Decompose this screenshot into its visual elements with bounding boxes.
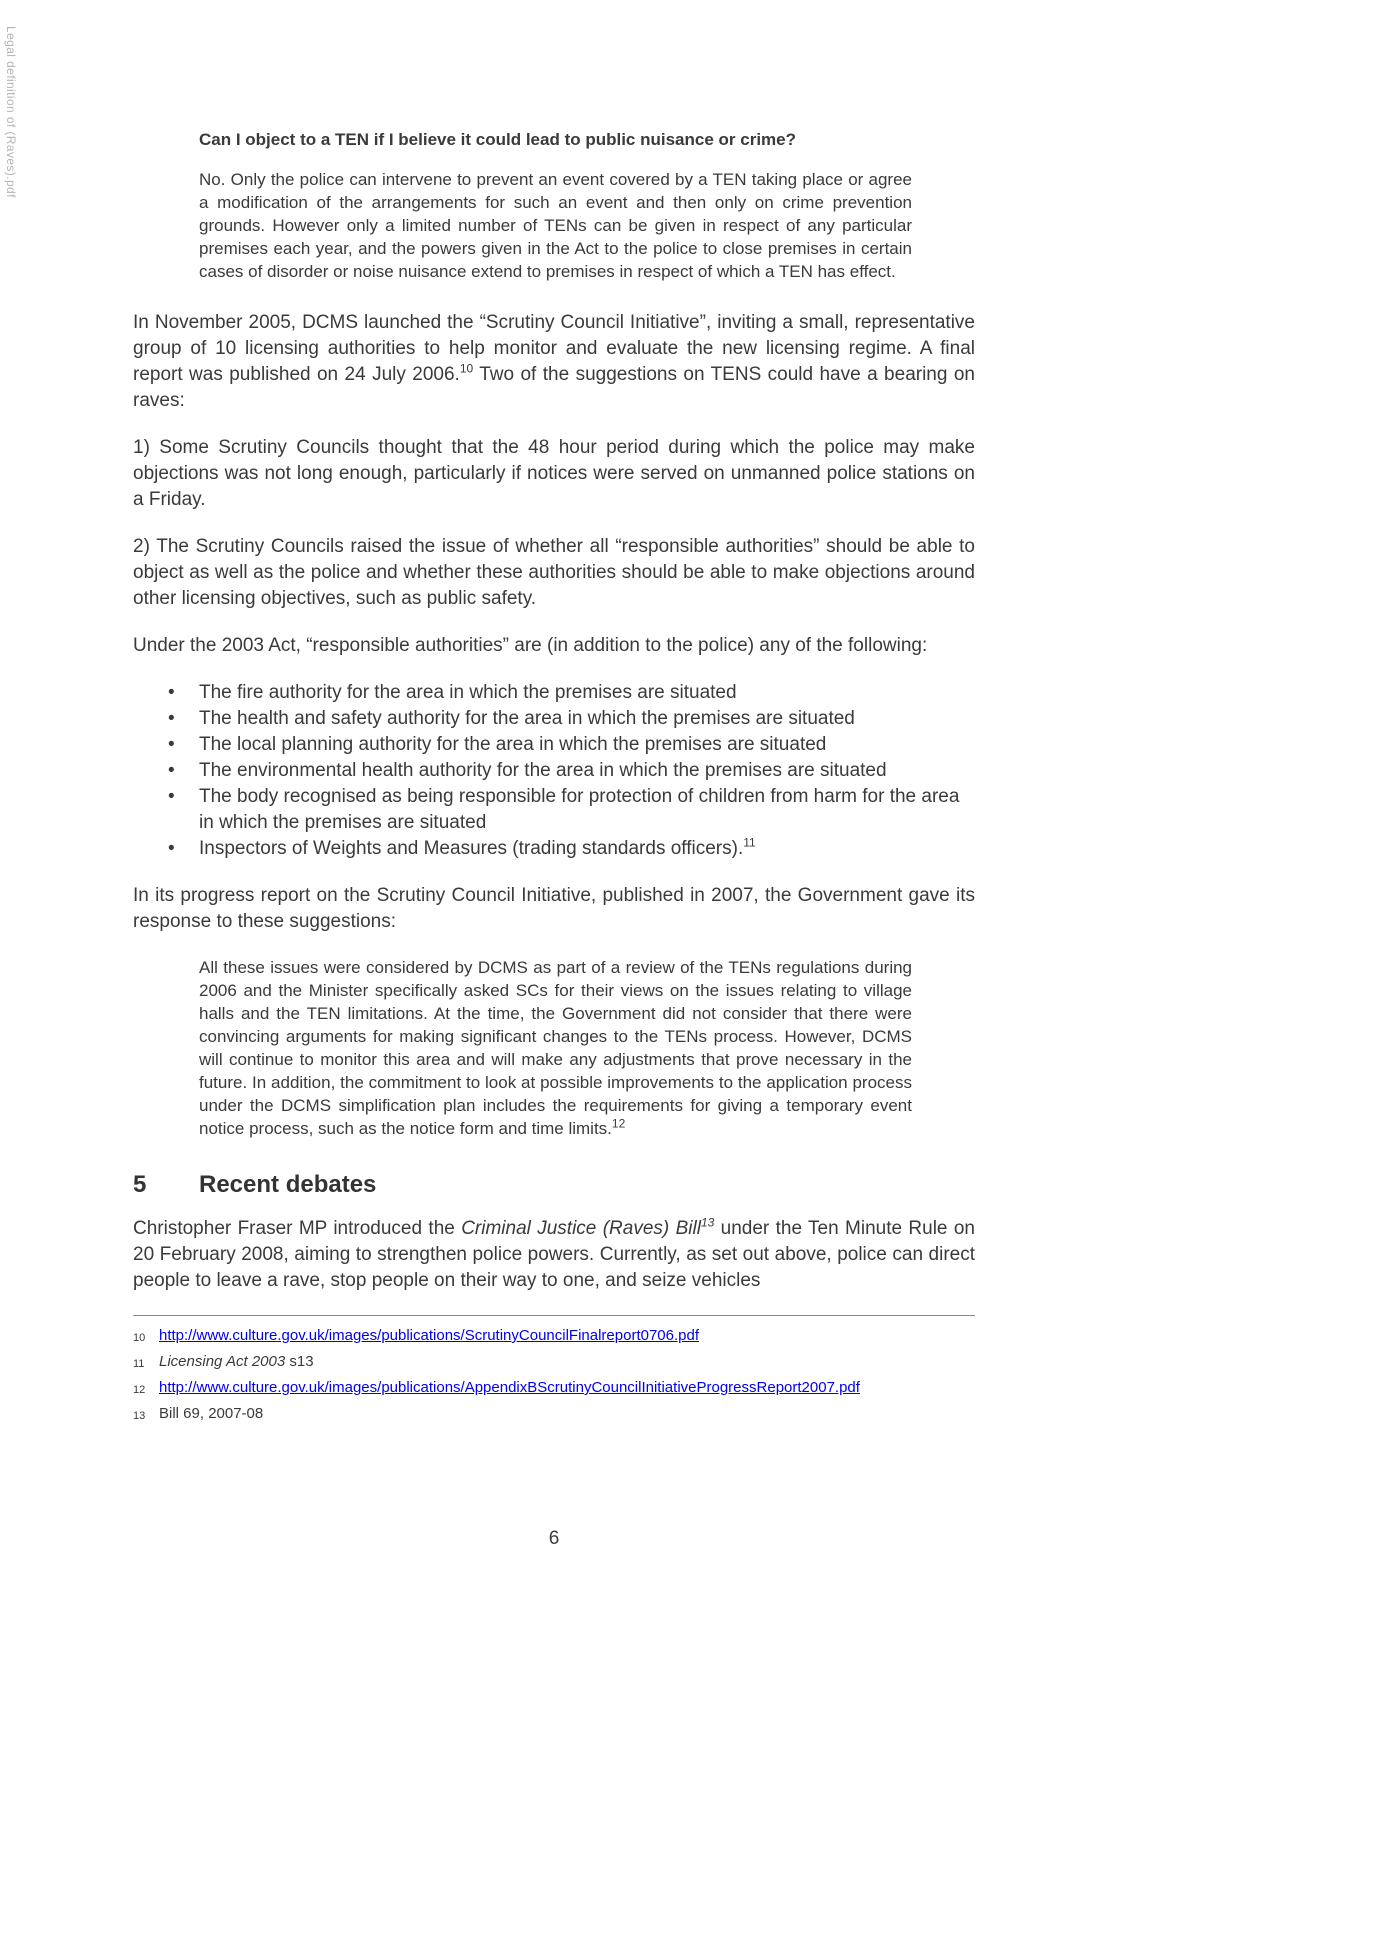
footnotes-section <box>133 1315 975 1428</box>
progress-report-quote <box>199 956 912 1140</box>
quote-body <box>199 956 912 1140</box>
paragraph-scrutiny-intro <box>133 310 975 414</box>
footnote-text <box>159 1402 263 1428</box>
footnote-ref-12: 12 <box>611 1116 626 1131</box>
paragraph-responsible-authorities-intro: Under the 2003 Act, “responsible authorities” are (in addition to the police) any of the following: <box>133 635 928 656</box>
bill-title: Criminal Justice (Raves) Bill <box>461 1218 701 1239</box>
paragraph-text: Christopher Fraser MP introduced the <box>133 1218 462 1239</box>
section-number: 5 <box>133 1171 147 1198</box>
footnote-plain-text: Bill 69, 2007-08 <box>159 1405 264 1422</box>
footnote-ref-10: 10 <box>459 361 474 376</box>
footnote-plain-text: s13 <box>285 1353 314 1370</box>
footnote-link[interactable]: http://www.culture.gov.uk/images/publications/AppendixBScrutinyCouncilInitiativeProgressReport2007.pdf <box>159 1379 860 1396</box>
list-item: • The health and safety authority for the area in which the premises are situated <box>199 706 975 732</box>
paragraph-progress-report-intro: In its progress report on the Scrutiny Council Initiative, published in 2007, the Government gave its response to these suggestions: <box>133 885 975 932</box>
footnote-ref-13: 13 <box>700 1215 715 1230</box>
footnote-text <box>159 1324 699 1350</box>
quote-text: All these issues were considered by DCMS as part of a review of the TENs regulations during 2006 and the Minister specifically asked SCs for their views on the issues relating to village halls and the TEN limitations. At the time, the Government did not consider that there were convincing arguments for making significant changes to the TENs process. However, DCMS will continue to monitor this area and will make any adjustments that prove necessary in the future. In addition, the commitment to look at possible improvements to the application process under the DCMS simplification plan includes the requirements for giving a temporary event notice process, such as the notice form and time limits. <box>199 958 912 1138</box>
vertical-filename-label: Legal definition of (Raves).pdf <box>4 26 18 198</box>
responsible-authorities-list <box>133 680 975 862</box>
footnote-row <box>133 1376 975 1402</box>
section-heading-recent-debates <box>133 1171 975 1199</box>
ten-objection-quote <box>199 128 912 283</box>
list-item: • The local planning authority for the area in which the premises are situated <box>199 732 975 758</box>
footnote-number: 12 <box>133 1384 146 1396</box>
footnote-link[interactable]: http://www.culture.gov.uk/images/publications/ScrutinyCouncilFinalreport0706.pdf <box>159 1327 699 1344</box>
footnote-row <box>133 1402 975 1428</box>
paragraph-text: In November 2005, DCMS launched the “Scrutiny Council Initiative”, inviting a small, representative group of 10 licensing authorities to help monitor and evaluate the new licensing regime. A final report was published on 24 July 2006. <box>133 312 975 385</box>
footnote-row <box>133 1350 975 1376</box>
paragraph-suggestion-2: 2) The Scrutiny Councils raised the issue of whether all “responsible authorities” should be able to object as well as the police and whether these authorities should be able to make objections around other licensing objectives, such as public safety. <box>133 536 975 609</box>
list-item <box>199 836 975 862</box>
quote-heading: Can I object to a TEN if I believe it could lead to public nuisance or crime? <box>199 130 797 149</box>
footnote-text <box>159 1350 314 1376</box>
section-title: Recent debates <box>199 1171 377 1198</box>
footnote-number: 11 <box>133 1358 145 1370</box>
act-title: Licensing Act 2003 <box>159 1353 286 1370</box>
quote-body: No. Only the police can intervene to prevent an event covered by a TEN taking place or agree a modification of the arrangements for such an event and then only on crime prevention grounds. However only a limited number of TENs can be given in respect of any particular premises each year, and the powers given in the Act to the police to close premises in certain cases of disorder or noise nuisance extend to premises in respect of which a TEN has effect. <box>199 170 912 281</box>
paragraph-suggestion-1: 1) Some Scrutiny Councils thought that the 48 hour period during which the police may make objections was not long enough, particularly if notices were served on unmanned police stations on a Friday. <box>133 437 975 510</box>
footnote-ref-11: 11 <box>743 835 756 850</box>
paragraph-text: under the Ten Minute Rule on 20 February 2008, aiming to strengthen police powers. Currently, as set out above, police can direct people to leave a rave, stop people on their way to one, and seize vehicles <box>133 1218 975 1291</box>
footnote-text <box>159 1376 860 1402</box>
list-item: • The body recognised as being responsible for protection of children from harm for the area in which the premises are situated <box>199 784 975 836</box>
document-content <box>133 0 975 1428</box>
page-number: 6 <box>548 1528 560 1549</box>
list-item-text: Inspectors of Weights and Measures (trading standards officers). <box>199 838 744 859</box>
footnote-row <box>133 1324 975 1350</box>
footnote-number: 10 <box>133 1332 146 1344</box>
paragraph-text: Two of the suggestions on TENS could have a bearing on raves: <box>133 364 975 411</box>
paragraph-recent-debates <box>133 1216 975 1294</box>
footnote-number: 13 <box>133 1410 146 1422</box>
list-item: • The fire authority for the area in which the premises are situated <box>199 680 975 706</box>
list-item: • The environmental health authority for the area in which the premises are situated <box>199 758 975 784</box>
